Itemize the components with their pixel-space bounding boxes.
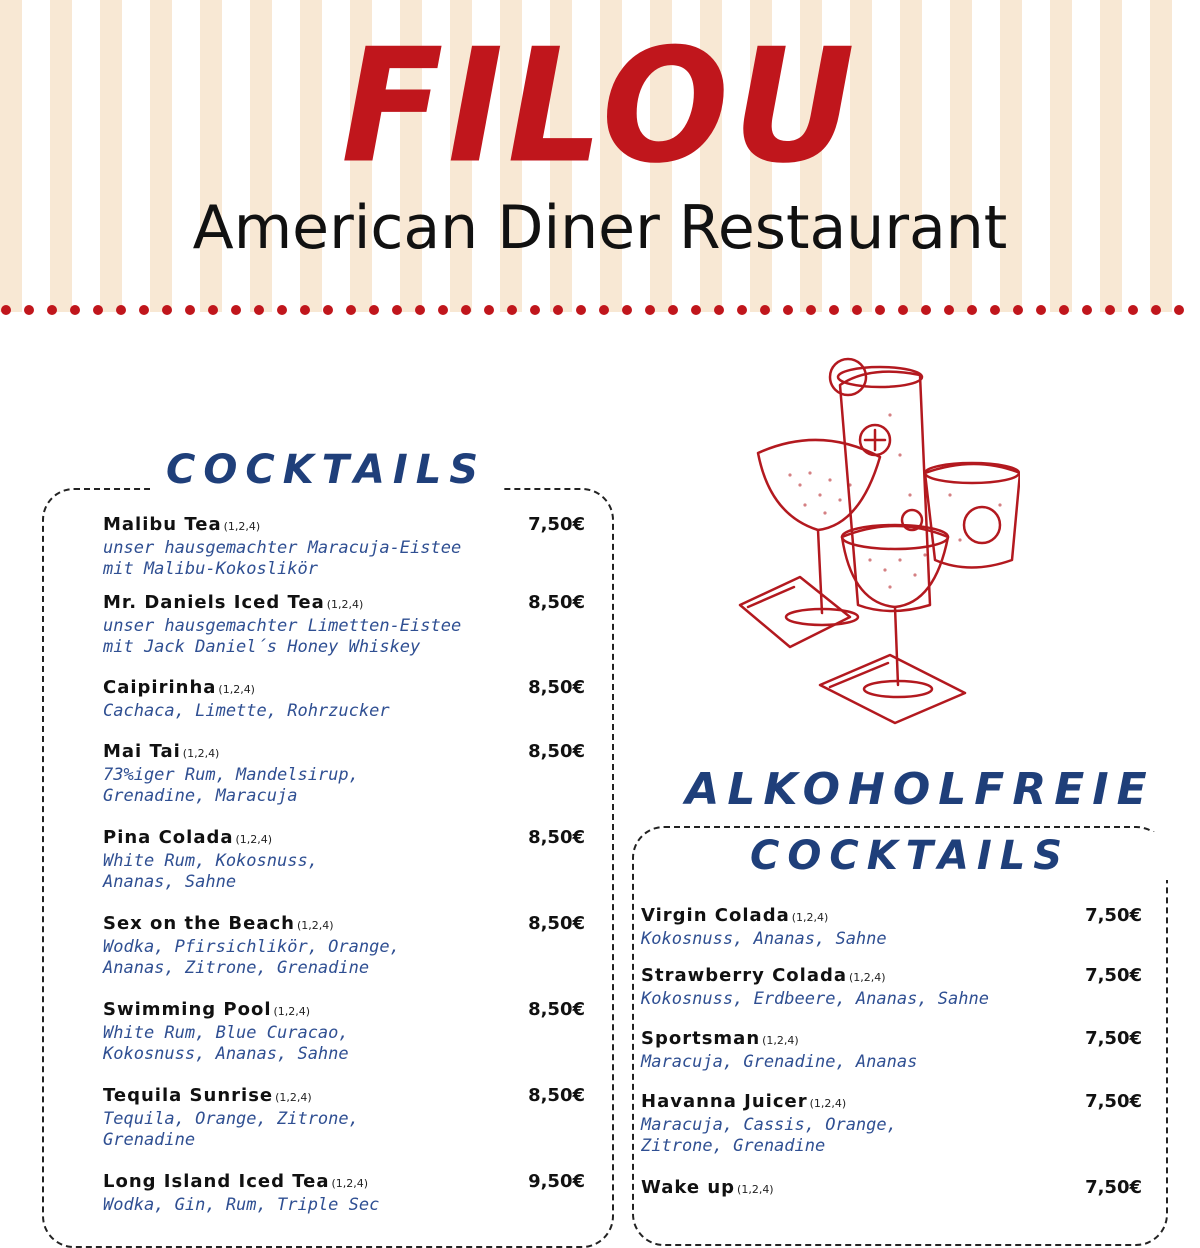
menu-item-allergen-codes: (1,2,4) [737,1183,774,1196]
menu-item-allergen-codes: (1,2,4) [326,598,364,611]
menu-item-allergen-codes: (1,2,4) [182,747,220,760]
menu-item [103,741,359,807]
menu-item-description: 73%iger Rum, Mandelsirup, Grenadine, Maracuja [103,765,359,806]
menu-item-allergen-codes: (1,2,4) [849,971,886,984]
menu-item-name: Caipirinha [103,677,217,698]
menu-item-name: Pina Colada [103,827,234,848]
menu-item-allergen-codes: (1,2,4) [223,520,261,533]
menu-item-allergen-codes: (1,2,4) [791,911,829,924]
menu-item-price: 8,50€ [528,741,585,762]
menu-item-description: Maracuja, Grenadine, Ananas [641,1052,918,1072]
menu-item-name: Wake up [641,1177,736,1198]
menu-item-price: 8,50€ [528,827,585,848]
menu-item-description: Wodka, Gin, Rum, Triple Sec [103,1195,380,1215]
menu-item-price: 8,50€ [528,999,585,1020]
alkoholfreie-section-subtitle: COCKTAILS [650,832,1170,880]
menu-item-allergen-codes: (1,2,4) [331,1177,369,1190]
menu-item-description: White Rum, Kokosnuss, Ananas, Sahne [103,851,318,892]
menu-item-price: 8,50€ [528,592,585,613]
menu-item-name: Swimming Pool [103,999,272,1020]
menu-item-name: Long Island Iced Tea [103,1171,330,1192]
menu-item-description: White Rum, Blue Curacao, Kokosnuss, Ananas, Sahne [103,1023,349,1064]
menu-item-name: Sex on the Beach [103,913,295,934]
menu-item-allergen-codes: (1,2,4) [762,1034,799,1047]
menu-item-name: Sportsman [641,1028,761,1049]
menu-item [641,1177,774,1201]
menu-item-allergen-codes: (1,2,4) [275,1091,312,1104]
menu-item-price: 8,50€ [528,1085,585,1106]
brand-logo: FILOU [341,15,859,199]
menu-item-price: 7,50€ [1085,965,1142,986]
cocktails-section-title: COCKTAILS [165,447,487,493]
menu-item-allergen-codes: (1,2,4) [809,1097,847,1110]
menu-item-description: Maracuja, Cassis, Orange, Zitrone, Grenadine [641,1115,897,1156]
alkoholfreie-section-title: ALKOHOLFREIE [685,764,1155,815]
menu-item-allergen-codes: (1,2,4) [296,919,334,932]
menu-item-allergen-codes: (1,2,4) [218,683,255,696]
menu-item-price: 7,50€ [1085,1028,1142,1049]
menu-item-name: Strawberry Colada [641,965,847,986]
menu-item [641,1091,897,1157]
menu-item [103,1171,379,1216]
menu-item-description: Kokosnuss, Ananas, Sahne [641,929,887,949]
menu-item-price: 9,50€ [528,1171,585,1192]
menu-item-name: Mr. Daniels Iced Tea [103,592,325,613]
menu-item [103,677,390,722]
menu-item-description: Wodka, Pfirsichlikör, Orange, Ananas, Zitrone, Grenadine [103,937,400,978]
dotted-divider [0,300,1200,320]
menu-item-description: Kokosnuss, Erdbeere, Ananas, Sahne [641,989,989,1009]
menu-item-price: 8,50€ [528,913,585,934]
menu-item-description: Cachaca, Limette, Rohrzucker [103,701,390,721]
header-banner [0,0,1200,312]
menu-item [103,999,349,1065]
menu-item [103,1085,359,1151]
menu-item-name: Virgin Colada [641,905,790,926]
menu-item-price: 7,50€ [1085,905,1142,926]
menu-item [641,965,989,1010]
menu-item-name: Tequila Sunrise [103,1085,274,1106]
menu-item-name: Malibu Tea [103,514,222,535]
menu-item [641,905,887,950]
menu-item [103,827,318,893]
menu-item-name: Havanna Juicer [641,1091,808,1112]
menu-item-allergen-codes: (1,2,4) [235,833,273,846]
menu-item-description: unser hausgemachter Limetten-Eistee mit Jack Daniel´s Honey Whiskey [103,616,462,657]
menu-item [103,592,461,658]
restaurant-subtitle: American Diner Restaurant [192,193,1008,263]
menu-item-price: 8,50€ [528,677,585,698]
menu-item-price: 7,50€ [1085,1091,1142,1112]
menu-item-description: unser hausgemachter Maracuja-Eistee mit Malibu-Kokoslikör [103,538,462,579]
menu-item-price: 7,50€ [528,514,585,535]
cocktail-glasses-illustration [730,355,1020,730]
menu-item [103,514,461,580]
menu-item-description: Tequila, Orange, Zitrone, Grenadine [103,1109,359,1150]
menu-item-allergen-codes: (1,2,4) [273,1005,311,1018]
menu-item [103,913,400,979]
menu-item-name: Mai Tai [103,741,181,762]
menu-item [641,1028,917,1073]
menu-item-price: 7,50€ [1085,1177,1142,1198]
